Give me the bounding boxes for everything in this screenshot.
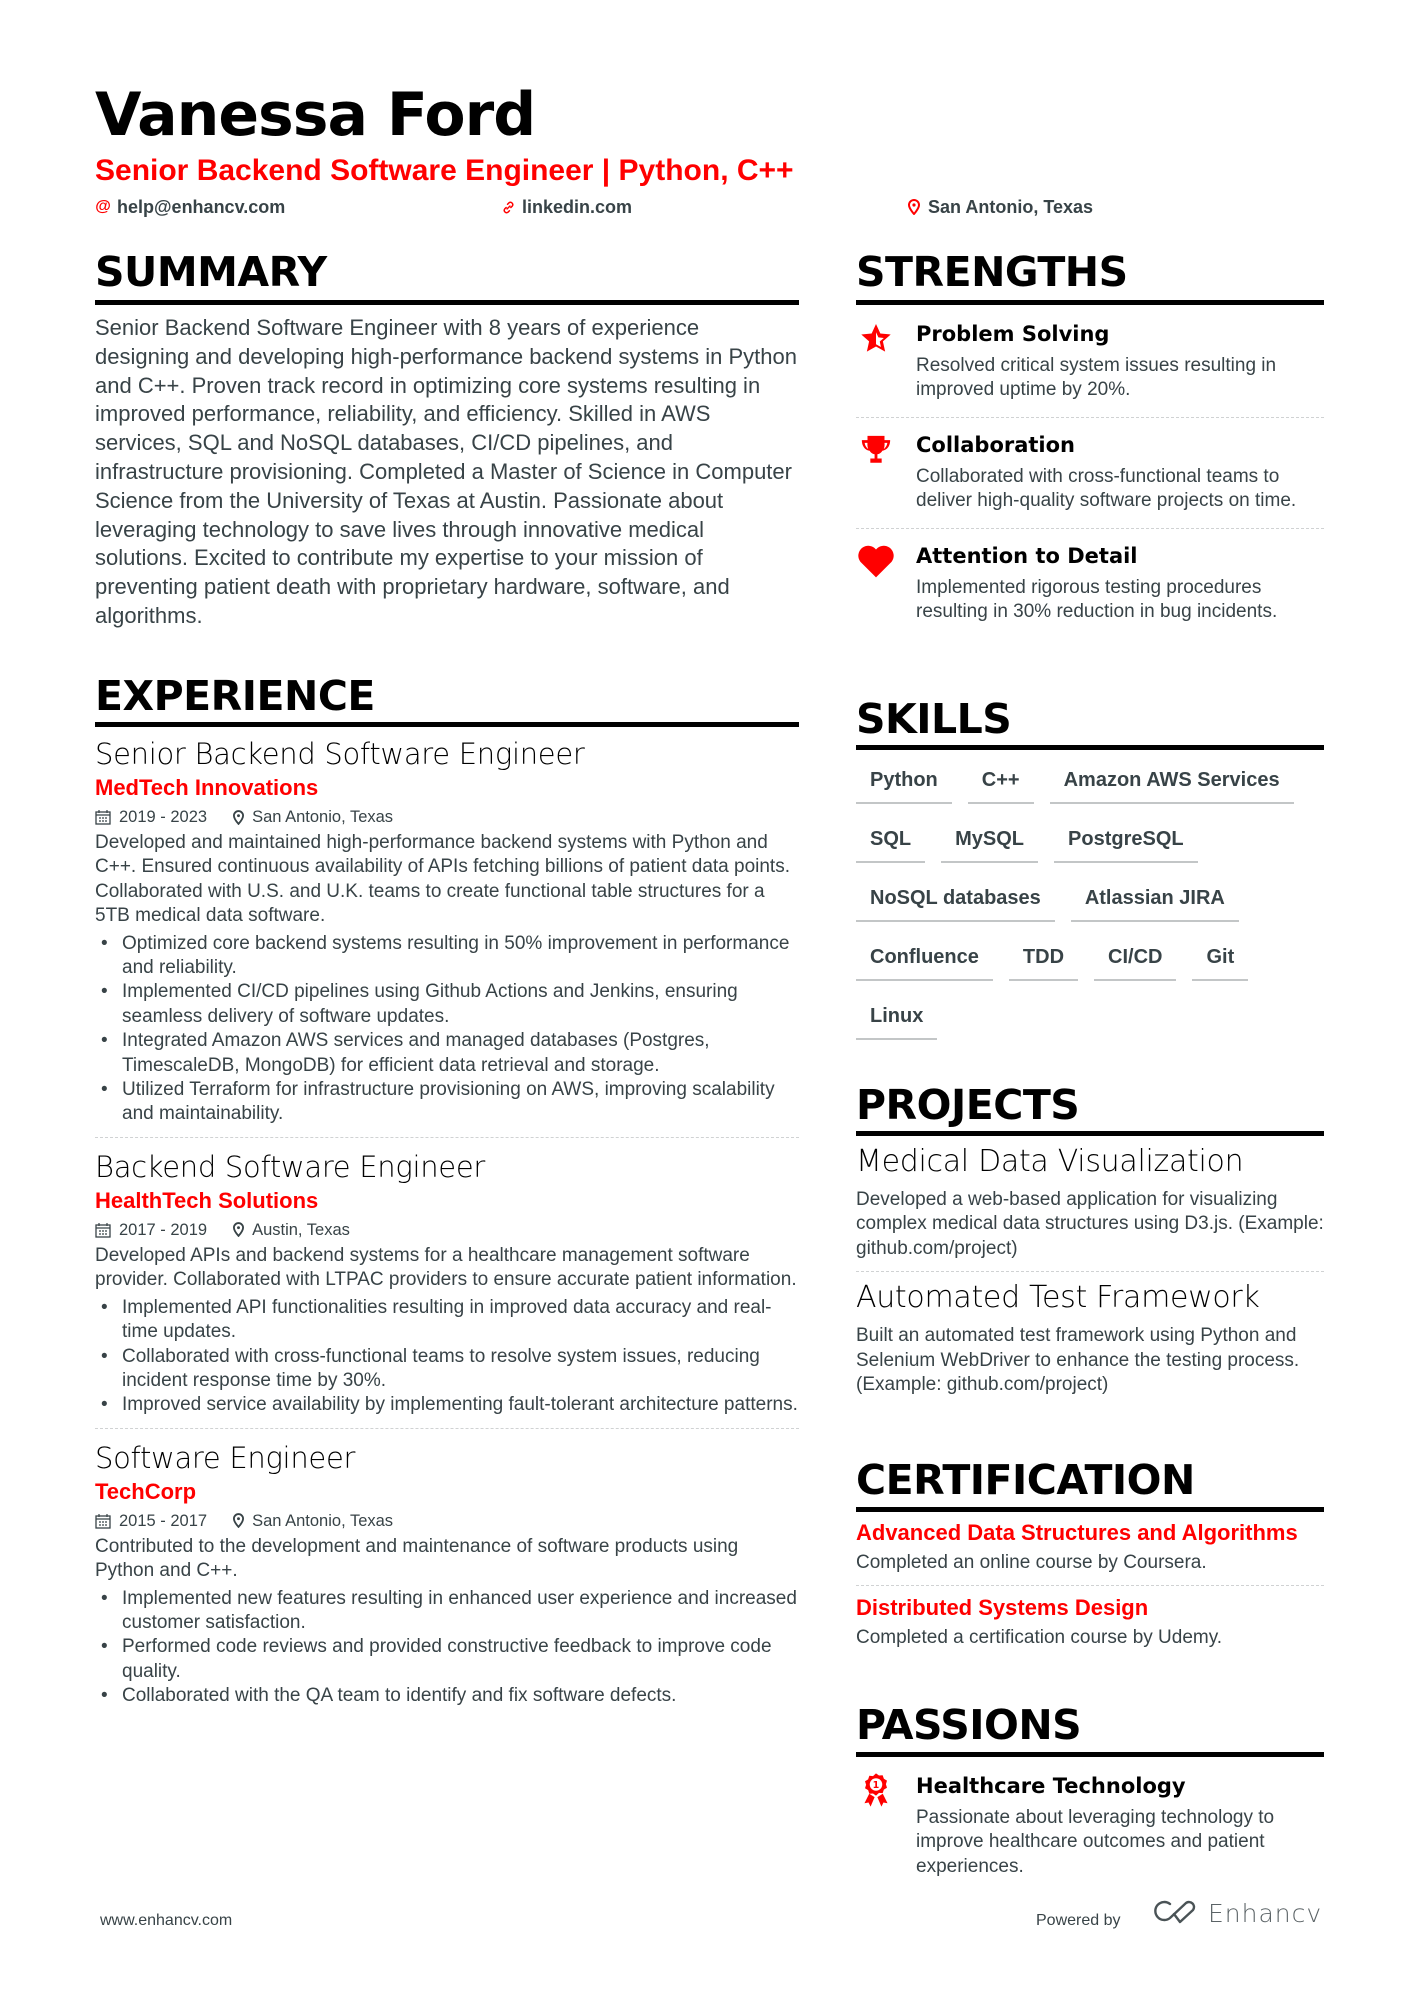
- certification-item: [856, 1593, 1324, 1651]
- heart-icon: [856, 541, 896, 581]
- divider: [856, 417, 1324, 418]
- footer-website-link[interactable]: www.enhancv.com: [100, 1912, 233, 1929]
- location-pin-icon: [233, 810, 244, 825]
- certification-title: Distributed Systems Design: [856, 1595, 1149, 1620]
- job-bullets: [95, 1296, 799, 1418]
- contact-email[interactable]: [95, 196, 285, 218]
- project-item: [856, 1278, 1324, 1397]
- certification-description: Completed a certification course by Udemy.: [856, 1627, 1223, 1648]
- skills-list: [856, 764, 1324, 1040]
- certification-description: Completed an online course by Coursera.: [856, 1552, 1207, 1573]
- at-icon: @: [95, 198, 111, 215]
- link-icon: [500, 200, 516, 215]
- job-meta: [95, 803, 799, 831]
- footer-powered-by: Powered by: [1036, 1912, 1121, 1929]
- job-description: Contributed to the development and maintenance of software products using Python and C++.: [95, 1535, 739, 1582]
- calendar-icon: [95, 1513, 111, 1529]
- certification-item: [856, 1518, 1324, 1576]
- skill-tag: C++: [968, 764, 1034, 804]
- bullet-item: • Optimized core backend systems resulting in 50% improvement in performance and reliability.: [95, 932, 799, 981]
- job-dates: 2019 - 2023: [119, 808, 208, 826]
- bullet-item: • Improved service availability by implementing fault-tolerant architecture patterns.: [95, 1393, 799, 1417]
- certification-title: Advanced Data Structures and Algorithms: [856, 1520, 1298, 1545]
- contact-linkedin-text: linkedin.com: [522, 197, 633, 217]
- skill-tag: Atlassian JIRA: [1071, 882, 1239, 922]
- job-location: San Antonio, Texas: [252, 1511, 394, 1530]
- experience-entry: [95, 1148, 799, 1418]
- passion-title: Healthcare Technology: [916, 1774, 1186, 1798]
- job-title: Software Engineer: [95, 1440, 356, 1475]
- summary-text: Senior Backend Software Engineer with 8 years of experience designing and developing high-performance backend systems in Python and C++. Proven track record in optimizing core systems resulting in improved performance, reliability, and efficiency. Skilled in AWS services, SQL and NoSQL databases, CI/CD pipelines, and infrastructure provisioning. Completed a Master of Science in Computer Science from the University of Texas at Austin. Passionate about leveraging technology to save lives through innovative medical solutions. Excited to contribute my expertise to your mission of preventing patient death with proprietary hardware, software, and algorithms.: [95, 315, 797, 628]
- location-pin-icon: [233, 1513, 244, 1528]
- section-heading-passions: PASSIONS: [856, 1701, 1082, 1749]
- strength-title: Attention to Detail: [916, 543, 1138, 568]
- bullet-item: • Implemented new features resulting in enhanced user experience and increased customer satisfaction.: [95, 1587, 799, 1636]
- job-meta: [95, 1507, 799, 1535]
- contact-linkedin[interactable]: [500, 196, 632, 218]
- skill-tag: CI/CD: [1094, 941, 1176, 981]
- passion-item: [856, 1771, 1324, 1879]
- skill-tag: Amazon AWS Services: [1050, 764, 1294, 804]
- section-heading-experience: EXPERIENCE: [95, 672, 375, 720]
- skill-tag: TDD: [1009, 941, 1078, 981]
- projects-section: [856, 1081, 1324, 1397]
- divider: [95, 1428, 799, 1429]
- bullet-item: • Implemented API functionalities resulting in improved data accuracy and real-time updates.: [95, 1296, 799, 1345]
- section-rule: [856, 1752, 1324, 1757]
- company-name: TechCorp: [95, 1478, 197, 1504]
- calendar-icon: [95, 1222, 111, 1238]
- candidate-title: Senior Backend Software Engineer | Python, C++: [95, 154, 794, 187]
- experience-section: [95, 672, 799, 1709]
- star-icon: [856, 319, 896, 359]
- bullet-item: • Integrated Amazon AWS services and managed databases (Postgres, TimescaleDB, MongoDB) for efficient data retrieval and storage.: [95, 1029, 799, 1078]
- contact-email-text: help@enhancv.com: [117, 197, 286, 217]
- strengths-section: [856, 248, 1324, 624]
- job-title: Backend Software Engineer: [95, 1149, 486, 1184]
- section-rule: [856, 745, 1324, 750]
- project-description: Developed a web-based application for visualizing complex medical data structures using D3.js. (Example: github.com/project): [856, 1189, 1324, 1259]
- divider: [856, 528, 1324, 529]
- skill-tag: PostgreSQL: [1054, 823, 1198, 863]
- svg-text:1: 1: [872, 1780, 880, 1792]
- skill-tag: SQL: [856, 823, 925, 863]
- section-rule: [856, 1507, 1324, 1512]
- strength-item: [856, 430, 1324, 514]
- skills-section: [856, 695, 1324, 1040]
- location-pin-icon: [906, 199, 922, 215]
- job-description: Developed and maintained high-performance backend systems with Python and C++. Ensured continuous availability of APIs fetching billions of patient data points. Collaborated with U.S. and U.K. teams to create functional table structures for a 5TB medical data software.: [95, 832, 790, 927]
- divider: [856, 1585, 1324, 1586]
- enhancv-logo-text: Enhancv: [1208, 1899, 1323, 1928]
- section-heading-skills: SKILLS: [856, 695, 1012, 743]
- skill-tag: Linux: [856, 1000, 937, 1040]
- bullet-item: • Implemented CI/CD pipelines using Github Actions and Jenkins, ensuring seamless delivery of software updates.: [95, 980, 799, 1029]
- contact-location-text: San Antonio, Texas: [928, 197, 1094, 217]
- skill-tag: MySQL: [941, 823, 1038, 863]
- section-rule: [856, 1131, 1324, 1136]
- section-heading-projects: PROJECTS: [856, 1081, 1080, 1129]
- strength-title: Problem Solving: [916, 322, 1110, 346]
- job-location: Austin, Texas: [252, 1220, 350, 1239]
- section-heading-certification: CERTIFICATION: [856, 1456, 1195, 1504]
- contact-location: [906, 196, 1093, 218]
- experience-entry: [95, 735, 799, 1127]
- bullet-item: • Collaborated with cross-functional teams to resolve system issues, reducing incident response time by 30%.: [95, 1345, 799, 1394]
- strength-item: [856, 541, 1324, 625]
- section-heading-summary: SUMMARY: [95, 248, 327, 296]
- bullet-item: • Performed code reviews and provided constructive feedback to improve code quality.: [95, 1635, 799, 1684]
- divider: [856, 1271, 1324, 1272]
- job-dates: 2015 - 2017: [119, 1511, 208, 1530]
- job-dates: 2017 - 2019: [119, 1220, 208, 1239]
- location-pin-icon: [233, 1222, 244, 1237]
- company-name: HealthTech Solutions: [95, 1187, 319, 1213]
- strength-title: Collaboration: [916, 432, 1076, 457]
- project-item: [856, 1142, 1324, 1261]
- bullet-item: • Collaborated with the QA team to identify and fix software defects.: [95, 1684, 799, 1708]
- certification-section: [856, 1456, 1324, 1651]
- job-description: Developed APIs and backend systems for a healthcare management software provider. Collaborated with LTPAC providers to ensure accurate patient information.: [95, 1244, 797, 1291]
- skill-tag: NoSQL databases: [856, 882, 1055, 922]
- job-meta: [95, 1216, 799, 1244]
- award-ribbon-icon: [856, 1771, 896, 1811]
- section-rule: [95, 300, 799, 305]
- calendar-icon: [95, 809, 111, 825]
- job-bullets: [95, 932, 799, 1127]
- summary-section: [95, 248, 799, 631]
- section-rule: [856, 300, 1324, 305]
- project-title: Automated Test Framework: [856, 1280, 1260, 1316]
- strength-description: Collaborated with cross-functional teams to deliver high-quality software projects on time.: [916, 465, 1297, 512]
- company-name: MedTech Innovations: [95, 775, 319, 800]
- enhancv-logo[interactable]: [1150, 1898, 1322, 1929]
- passions-section: [856, 1701, 1324, 1879]
- experience-entry: [95, 1439, 799, 1709]
- section-heading-strengths: STRENGTHS: [856, 248, 1128, 296]
- strength-item: [856, 319, 1324, 403]
- candidate-name: Vanessa Ford: [95, 80, 536, 150]
- job-bullets: [95, 1587, 799, 1709]
- job-location: San Antonio, Texas: [252, 808, 394, 826]
- strength-description: Implemented rigorous testing procedures resulting in 30% reduction in bug incidents.: [916, 576, 1278, 623]
- section-rule: [95, 722, 799, 727]
- project-title: Medical Data Visualization: [856, 1144, 1244, 1179]
- passion-description: Passionate about leveraging technology to improve healthcare outcomes and patient experiences.: [916, 1807, 1275, 1877]
- skill-tag: Confluence: [856, 941, 993, 981]
- project-description: Built an automated test framework using Python and Selenium WebDriver to enhance the testing process. (Example: github.com/project): [856, 1325, 1300, 1396]
- bullet-item: • Utilized Terraform for infrastructure provisioning on AWS, improving scalability and maintainability.: [95, 1078, 799, 1127]
- divider: [95, 1137, 799, 1138]
- skill-tag: Git: [1192, 941, 1248, 981]
- strength-description: Resolved critical system issues resulting in improved uptime by 20%.: [916, 355, 1277, 401]
- trophy-icon: [856, 430, 896, 470]
- skill-tag: Python: [856, 764, 952, 804]
- enhancv-logo-icon: [1150, 1898, 1196, 1929]
- job-title: Senior Backend Software Engineer: [95, 737, 585, 771]
